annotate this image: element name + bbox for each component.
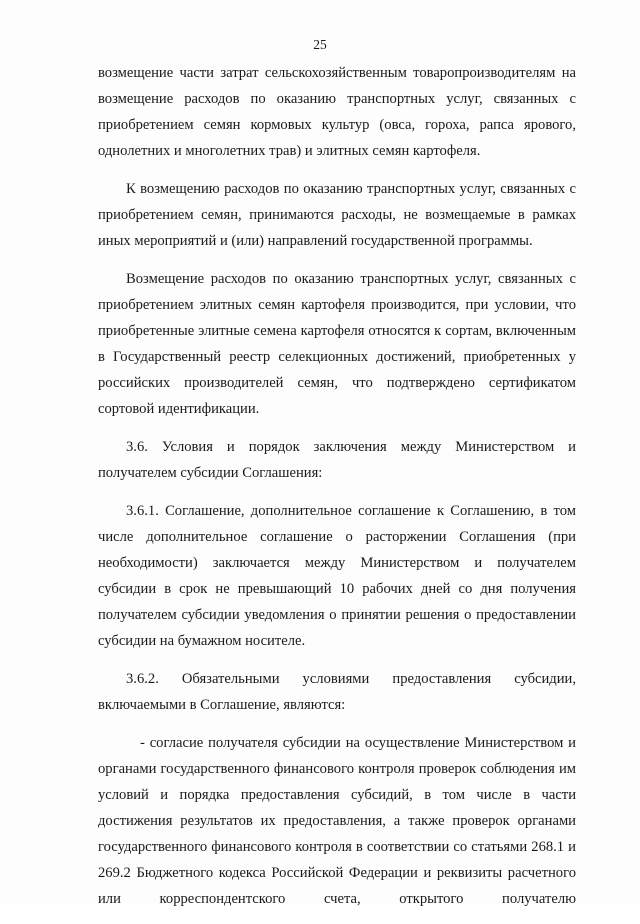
page-number: 25 xyxy=(313,37,327,52)
paragraph-section-3-6-1: 3.6.1. Соглашение, дополнительное соглашение к Соглашению, в том числе дополнительное соглашение о расторжении Соглашения (при необходимости) заключается между Министерством и получателем субсидии в срок не превышающий 10 рабочих дней со дня получения получателем субсидии уведомления о принятии решения о предоставлении субсидии на бумажном носителе. xyxy=(98,503,576,649)
paragraph-potato-seeds-condition: Возмещение расходов по оказанию транспортных услуг, связанных с приобретением элитных семян картофеля производится, при условии, что приобретенные элитные семена картофеля относятся к сортам, включенным в Государственный реестр селекционных достижений, приобретенных у российских производителей семян, что подтверждено сертификатом сортовой идентификации. xyxy=(98,271,576,417)
paragraph-section-3-6-2: 3.6.2. Обязательными условиями предоставления субсидии, включаемыми в Соглашение, являются: xyxy=(98,671,576,713)
paragraph-continuation: возмещение части затрат сельскохозяйственным товаропроизводителям на возмещение расходов по оказанию транспортных услуг, связанных с приобретением семян кормовых культур (овса, гороха, рапса ярового, однолетних и многолетних трав) и элитных семян картофеля. xyxy=(98,65,576,159)
paragraph-section-3-6: 3.6. Условия и порядок заключения между Министерством и получателем субсидии Соглашения: xyxy=(98,439,576,481)
paragraph-consent-item: - согласие получателя субсидии на осуществление Министерством и органами государственного финансового контроля проверок соблюдения им условий и порядка предоставления субсидий, в том числе в части достижения результатов их предоставления, а также проверок органами государственного финансового контроля в соответствии со статьями 268.1 и 269.2 Бюджетного кодекса Российской Федерации и реквизиты расчетного или корреспондентского счета, открытого получателю xyxy=(98,735,576,907)
document-body xyxy=(98,60,576,924)
paragraph-expenses-reimbursement: К возмещению расходов по оказанию транспортных услуг, связанных с приобретением семян, принимаются расходы, не возмещаемые в рамках иных мероприятий и (или) направлений государственной программы. xyxy=(98,181,576,249)
